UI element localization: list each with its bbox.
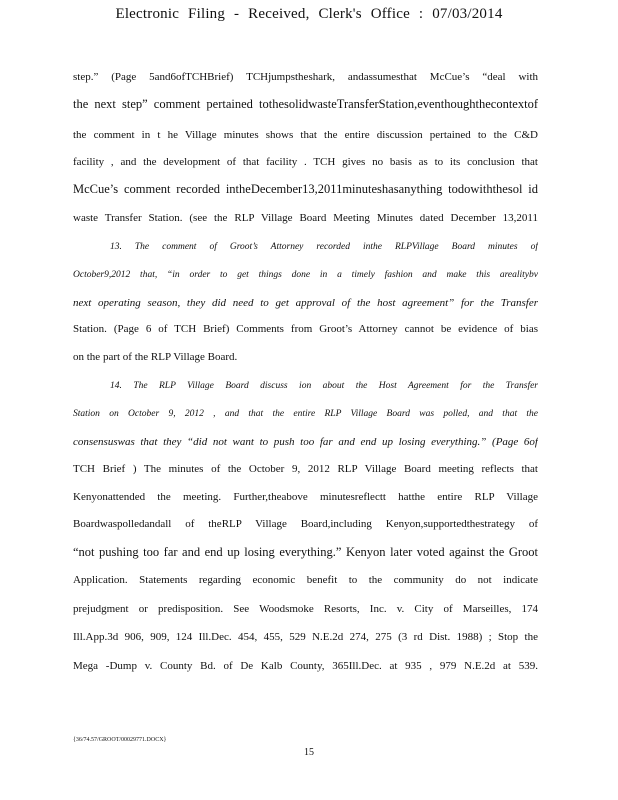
paragraph-14-line-1: 14. The RLP Village Board discuss ion about the Host Agreement for the Transfer [110,381,538,391]
document-id-footer: {36/74.57/GROOT/00029771.DOCX} [73,737,167,743]
paragraph-14-line-5: Kenyonattended the meeting. Further,theabove minutesreflectt hatthe entire RLP Village [73,491,538,503]
paragraph-14-line-10: Ill.App.3d 906, 909, 124 Ill.Dec. 454, 455, 529 N.E.2d 274, 275 (3 rd Dist. 1988) ; Stop the [73,631,538,643]
electronic-filing-header: Electronic Filing - Received, Clerk's Office : 07/03/2014 [115,6,503,22]
body-line-5: McCue’s comment recorded intheDecember13,2011minuteshasanything todowiththesol id [73,182,538,196]
paragraph-13-line-3: next operating season, they did need to get approval of the host agreement” for the Transfer [73,297,538,309]
body-line-6: waste Transfer Station. (see the RLP Village Board Meeting Minutes dated December 13,2011 [73,212,538,224]
paragraph-14-line-7: “not pushing too far and end up losing everything.” Kenyon later voted against the Groot [73,545,538,559]
body-line-2: the next step” comment pertained tothesolidwasteTransferStation,eventhoughthecontextof [73,97,538,111]
paragraph-14-line-6: Boardwaspolledandall of theRLP Village Board,including Kenyon,supportedthestrategy of [73,518,538,530]
paragraph-13-line-5: on the part of the RLP Village Board. [73,351,238,363]
paragraph-13-line-4: Station. (Page 6 of TCH Brief) Comments from Groot’s Attorney cannot be evidence of bias [73,323,538,335]
paragraph-14-line-11: Mega -Dump v. County Bd. of De Kalb County, 365Ill.Dec. at 935 , 979 N.E.2d at 539. [73,660,538,672]
paragraph-14-line-2: Station on October 9, 2012 , and that the entire RLP Village Board was polled, and that the [73,409,538,419]
body-line-3: the comment in t he Village minutes shows that the entire discussion pertained to the C&D [73,129,538,141]
paragraph-14-line-9: prejudgment or predisposition. See Woodsmoke Resorts, Inc. v. City of Marseilles, 174 [73,603,538,615]
body-line-4: facility , and the development of that facility . TCH gives no basis as to its conclusion that [73,156,538,168]
paragraph-14-line-4: TCH Brief ) The minutes of the October 9, 2012 RLP Village Board meeting reflects that [73,463,538,475]
paragraph-14-line-3: consensuswas that they “did not want to push too far and end up losing everything.” (Page 6of [73,436,538,448]
body-line-1: step.” (Page 5and6ofTCHBrief) TCHjumpstheshark, andassumesthat McCue’s “deal with [73,71,538,83]
paragraph-14-line-8: Application. Statements regarding economic benefit to the community do not indicate [73,574,538,586]
paragraph-13-line-1: 13. The comment of Groot’s Attorney recorded inthe RLPVillage Board minutes of [110,242,538,252]
paragraph-13-line-2: October9,2012 that, “in order to get things done in a timely fashion and make this arealitybv [73,270,538,280]
page-number: 15 [304,747,314,758]
